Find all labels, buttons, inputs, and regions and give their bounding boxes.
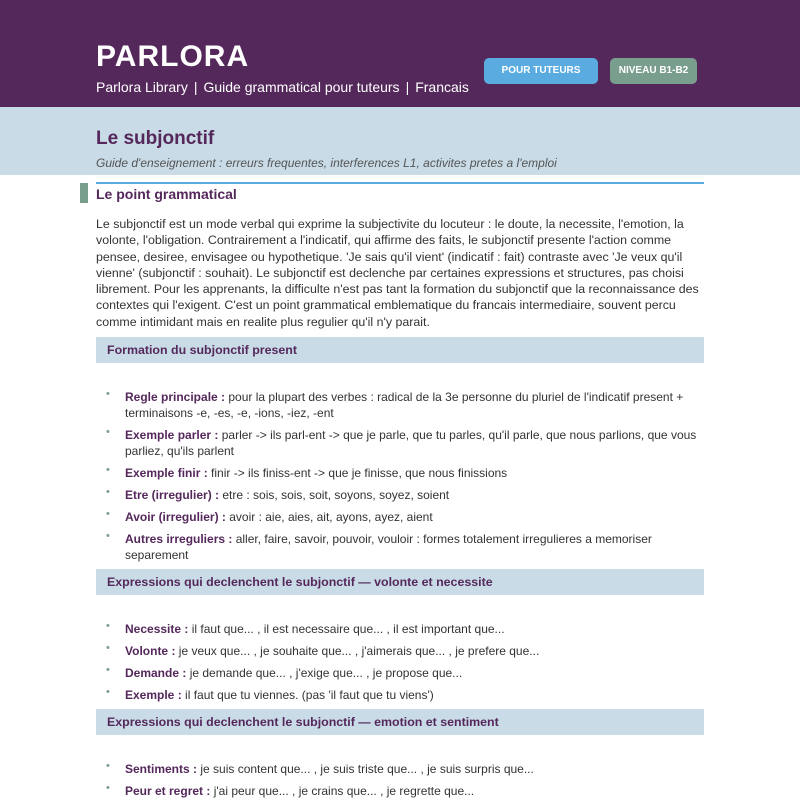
list-item-text: etre : sois, sois, soit, soyons, soyez, soient — [222, 488, 450, 502]
intro-paragraph: Le subjonctif est un mode verbal qui exprime la subjectivite du locuteur : le doute, la necessite, l'emotion, la volonte, l'obligation. Contrairement a l'indicatif, qui affirme des faits, le subjonctif presente l'action comme pensee, desiree, envisagee ou hypothetique. 'Je sais qu'il vient' (indicatif : fait) contraste avec 'Je veux qu'il vienne' (subjonctif : souhait). Le subjonctif est declenche par certaines expressions et structures, pas choisi librement. Pour les apprenants, la difficulte n'est pas tant la formation du subjonctif que la reconnaissance des contextes qui l'exigent. C'est un point grammatical emblematique du francais intermediaire, souvent percu comme intimidant mais en realite plus regulier qu'il n'y parait. — [96, 217, 699, 329]
subsection-header-volonte: Expressions qui declenchent le subjonctif — volonte et necessite — [96, 569, 704, 595]
list-item-term: Etre (irregulier) : — [125, 488, 220, 502]
list-item — [105, 621, 704, 637]
section-accent-bar — [80, 183, 88, 203]
list-item-text: il faut que... , il est necessaire que... , il est important que... — [191, 622, 505, 636]
list-item-term: Peur et regret : — [125, 784, 211, 798]
list-item — [105, 783, 704, 799]
list-item — [105, 427, 704, 459]
breadcrumb-separator: | — [193, 79, 198, 95]
bullet-icon: • — [106, 686, 110, 698]
list-item-term: Avoir (irregulier) : — [125, 510, 226, 524]
list-item-term: Exemple parler : — [125, 428, 219, 442]
list-item — [105, 509, 704, 525]
subsection-header-emotion: Expressions qui declenchent le subjonctif — emotion et sentiment — [96, 709, 704, 735]
list-item — [105, 487, 704, 503]
list-item-text: avoir : aie, aies, ait, ayons, ayez, aient — [229, 510, 433, 524]
list-item — [105, 687, 704, 703]
list-item-text: pour la plupart des verbes : radical de la 3e personne du pluriel de l'indicatif present + terminaisons -e, -es, -e, -ions, -iez, -ent — [125, 390, 684, 420]
breadcrumb-separator: | — [405, 79, 410, 95]
bullet-icon: • — [106, 464, 110, 476]
list-item-text: j'ai peur que... , je crains que... , je regrette que... — [213, 784, 475, 798]
brand-logo[interactable]: PARLORA — [96, 40, 250, 73]
list-item-term: Volonte : — [125, 644, 176, 658]
section-divider — [96, 182, 704, 184]
list-item-term: Demande : — [125, 666, 187, 680]
list-item-term: Autres irreguliers : — [125, 532, 233, 546]
tutor-button[interactable]: POUR TUTEURS — [484, 58, 598, 84]
list-item — [105, 465, 704, 481]
list-item — [105, 389, 704, 421]
list-item-text: je veux que... , je souhaite que... , j'aimerais que... , je prefere que... — [178, 644, 540, 658]
list-item-text: parler -> ils parl-ent -> que je parle, que tu parles, qu'il parle, que nous parlions, que vous parliez, qu'ils parlent — [125, 428, 697, 458]
bullet-icon: • — [106, 760, 110, 772]
bullet-icon: • — [106, 486, 110, 498]
breadcrumb-language[interactable]: Francais — [415, 79, 469, 95]
page-subtitle: Guide d'enseignement : erreurs frequentes, interferences L1, activites pretes a l'emploi — [96, 156, 557, 170]
subsection-header-formation: Formation du subjonctif present — [96, 337, 704, 363]
list-item — [105, 531, 704, 563]
bullet-icon: • — [106, 508, 110, 520]
list-item-text: finir -> ils finiss-ent -> que je finisse, que nous finissions — [211, 466, 508, 480]
bullet-icon: • — [106, 782, 110, 794]
breadcrumb-guide[interactable]: Guide grammatical pour tuteurs — [203, 79, 400, 95]
page-title: Le subjonctif — [96, 128, 215, 149]
emotion-list — [105, 761, 704, 805]
list-item — [105, 643, 704, 659]
section-title: Le point grammatical — [96, 186, 237, 202]
bullet-icon: • — [106, 642, 110, 654]
list-item-term: Regle principale : — [125, 390, 226, 404]
list-item-text: il faut que tu viennes. (pas 'il faut que tu viens') — [185, 688, 434, 702]
bullet-icon: • — [106, 426, 110, 438]
breadcrumb — [96, 79, 469, 95]
level-badge: NIVEAU B1-B2 — [610, 58, 697, 84]
volonte-list — [105, 621, 704, 709]
list-item — [105, 665, 704, 681]
list-item-term: Exemple finir : — [125, 466, 208, 480]
list-item-text: je suis content que... , je suis triste que... , je suis surpris que... — [200, 762, 534, 776]
bullet-icon: • — [106, 388, 110, 400]
list-item-term: Necessite : — [125, 622, 189, 636]
list-item-text: je demande que... , j'exige que... , je propose que... — [189, 666, 463, 680]
formation-list — [105, 389, 704, 569]
list-item-text: aller, faire, savoir, pouvoir, vouloir : formes totalement irregulieres a memoriser separement — [125, 532, 652, 562]
bullet-icon: • — [106, 530, 110, 542]
bullet-icon: • — [106, 620, 110, 632]
site-header — [0, 0, 800, 107]
bullet-icon: • — [106, 664, 110, 676]
list-item-term: Exemple : — [125, 688, 182, 702]
list-item-term: Sentiments : — [125, 762, 198, 776]
list-item — [105, 761, 704, 777]
breadcrumb-library[interactable]: Parlora Library — [96, 79, 188, 95]
